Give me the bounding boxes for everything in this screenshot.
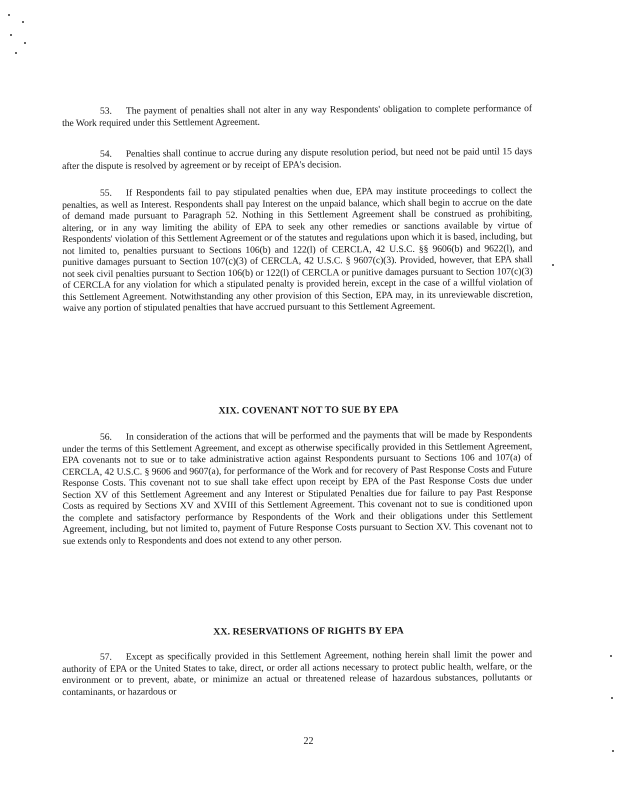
scan-speck (610, 655, 612, 657)
paragraph-number: 56. (99, 431, 112, 443)
paragraph-number: 55. (99, 187, 112, 199)
scan-speck (22, 21, 24, 23)
scan-speck (612, 750, 614, 752)
paragraph-55 (62, 185, 533, 314)
paragraph-text: If Respondents fail to pay stipulated penalties when due, EPA may institute proceedings to collect the penalties, as well as Interest. Respondents shall pay Interest on the unpaid balance, which shall begin to accrue on the date of demand made pursuant to Paragraph 52. Nothing in this Settlement Agreement shall be construed as prohibiting, altering, or in any way limiting the ability of EPA to seek any other remedies or sanctions available by virtue of Respondents' violation of this Settlement Agreement or of the statutes and regulations upon which it is based, including, but not limited to, penalties pursuant to Sections 106(b) and 122(l) of CERCLA, 42 U.S.C. §§ 9606(b) and 9622(l), and punitive damages pursuant to Section 107(c)(3) of CERCLA, 42 U.S.C. § 9607(c)(3). Provided, however, that EPA shall not seek civil penalties pursuant to Section 106(b) or 122(l) of CERCLA or punitive damages pursuant to Section 107(c)(3) of CERCLA for any violation for which a stipulated penalty is provided herein, except in the case of a willful violation of this Settlement Agreement. Notwithstanding any other provision of this Section, EPA may, in its unreviewable discretion, waive any portion of stipulated penalties that have accrued pursuant to this Settlement Agreement. (62, 185, 533, 314)
paragraph-57 (62, 649, 532, 698)
scan-speck (8, 14, 10, 16)
paragraph-text: In consideration of the actions that will be performed and the payments that will be made by Respondents under the terms of this Settlement Agreement, and except as otherwise specifically provided in this Settlement Agreement, EPA covenants not to sue or to take administrative action against Respondents pursuant to Sections 106 and 107(a) of CERCLA, 42 U.S.C. § 9606 and 9607(a), for performance of the Work and for recovery of Past Response Costs and Future Response Costs. This covenant not to sue shall take effect upon receipt by EPA of the Past Response Costs due under Section XV of this Settlement Agreement and any Interest or Stipulated Penalties due for failure to pay Past Response Costs as required by Sections XV and XVIII of this Settlement Agreement. This covenant not to sue is conditioned upon the complete and satisfactory performance by Respondents of the Work and their obligations under this Settlement Agreement, including, but not limited to, payment of Future Response Costs pursuant to Section XV. This covenant not to sue extends only to Respondents and does not extend to any other person. (62, 429, 533, 547)
paragraph-54 (62, 146, 532, 172)
paragraph-text: The payment of penalties shall not alter in any way Respondents' obligation to complete performance of the Work required under this Settlement Agreement. (62, 103, 533, 129)
page-number: 22 (303, 736, 314, 747)
section-heading-xx: XX. RESERVATIONS OF RIGHTS BY EPA (213, 625, 404, 638)
paragraph-number: 53. (99, 105, 112, 117)
scan-speck (24, 42, 26, 44)
paragraph-number: 54. (99, 148, 112, 160)
section-heading-xix: XIX. COVENANT NOT TO SUE BY EPA (218, 404, 399, 417)
paragraph-53 (62, 103, 532, 129)
paragraph-number: 57. (99, 651, 112, 663)
scan-speck (552, 264, 554, 266)
paragraph-56 (62, 429, 533, 547)
paragraph-text: Except as specifically provided in this Settlement Agreement, nothing herein shall limit the power and authority of EPA or the United States to take, direct, or order all actions necessary to protect public health, welfare, or the environment or to prevent, abate, or minimize an actual or threatened release of hazardous substances, pollutants or contaminants, or hazardous or (62, 649, 533, 698)
paragraph-text: Penalties shall continue to accrue during any dispute resolution period, but need not be paid until 15 days after the dispute is resolved by agreement or by receipt of EPA's decision. (62, 146, 533, 172)
scan-speck (15, 52, 17, 54)
scan-speck (10, 34, 12, 36)
scan-speck (611, 697, 613, 699)
